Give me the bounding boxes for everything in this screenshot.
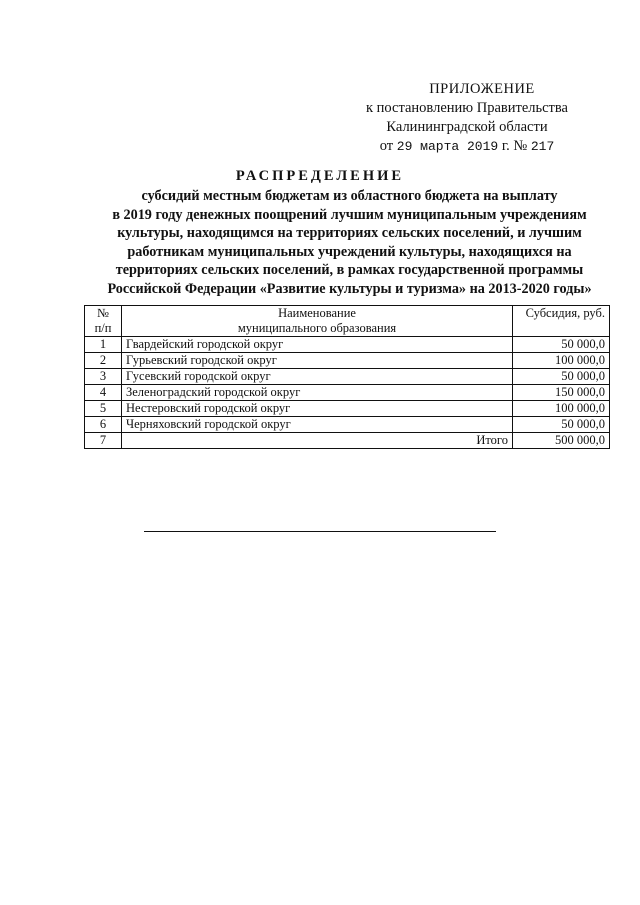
total-number: 7	[85, 433, 122, 449]
header-subsidy: Субсидия, руб.	[513, 306, 610, 337]
row-number: 1	[85, 337, 122, 353]
appendix-line-1: к постановлению Правительства	[366, 100, 568, 116]
table-header-row	[85, 306, 610, 337]
subtitle-line: работникам муниципальных учреждений культуры, находящихся на	[127, 243, 572, 260]
closing-rule	[144, 531, 496, 532]
document-subtitle	[82, 187, 617, 299]
row-subsidy: 100 000,0	[513, 401, 610, 417]
appendix-title: ПРИЛОЖЕНИЕ	[429, 81, 535, 97]
table-row	[85, 385, 610, 401]
table-row	[85, 369, 610, 385]
row-number: 3	[85, 369, 122, 385]
row-subsidy: 150 000,0	[513, 385, 610, 401]
row-municipality: Гвардейский городской округ	[122, 337, 513, 353]
table-total-row	[85, 433, 610, 449]
row-subsidy: 50 000,0	[513, 369, 610, 385]
date-mid: г. №	[501, 138, 528, 154]
header-name	[122, 306, 513, 337]
appendix-date-line	[342, 137, 592, 156]
row-municipality: Зеленоградский городской округ	[122, 385, 513, 401]
date-prefix: от	[379, 138, 394, 154]
row-number: 2	[85, 353, 122, 369]
decree-number: 217	[530, 139, 555, 154]
document-title: РАСПРЕДЕЛЕНИЕ	[235, 168, 405, 184]
header-name-line-1: Наименование	[278, 306, 356, 320]
subtitle-line: Российской Федерации «Развитие культуры и туризма» на 2013-2020 годы»	[107, 280, 592, 297]
row-subsidy: 50 000,0	[513, 417, 610, 433]
subtitle-line: культуры, находящимся на территориях сельских поселений, и лучшим	[117, 225, 582, 242]
subsidy-table	[84, 305, 610, 449]
header-number	[85, 306, 122, 337]
header-number-line-2: п/п	[94, 321, 112, 335]
table-row	[85, 417, 610, 433]
row-number: 4	[85, 385, 122, 401]
subtitle-line: в 2019 году денежных поощрений лучшим муниципальным учреждениям	[112, 206, 587, 223]
appendix-block	[342, 80, 592, 156]
header-name-line-2: муниципального образования	[237, 321, 397, 335]
row-municipality: Гурьевский городской округ	[122, 353, 513, 369]
table-row	[85, 353, 610, 369]
row-subsidy: 50 000,0	[513, 337, 610, 353]
total-label: Итого	[122, 433, 513, 449]
table-row	[85, 337, 610, 353]
table-row	[85, 401, 610, 417]
total-subsidy: 500 000,0	[513, 433, 610, 449]
subtitle-line: территориях сельских поселений, в рамках государственной программы	[115, 262, 584, 279]
row-municipality: Черняховский городской округ	[122, 417, 513, 433]
appendix-line-2: Калининградской области	[386, 119, 548, 135]
row-subsidy: 100 000,0	[513, 353, 610, 369]
subtitle-line: субсидий местным бюджетам из областного бюджета на выплату	[141, 188, 558, 204]
date-value: 29 марта 2019	[396, 139, 499, 154]
row-municipality: Гусевский городской округ	[122, 369, 513, 385]
header-number-line-1: №	[97, 306, 109, 320]
row-number: 6	[85, 417, 122, 433]
row-municipality: Нестеровский городской округ	[122, 401, 513, 417]
row-number: 5	[85, 401, 122, 417]
